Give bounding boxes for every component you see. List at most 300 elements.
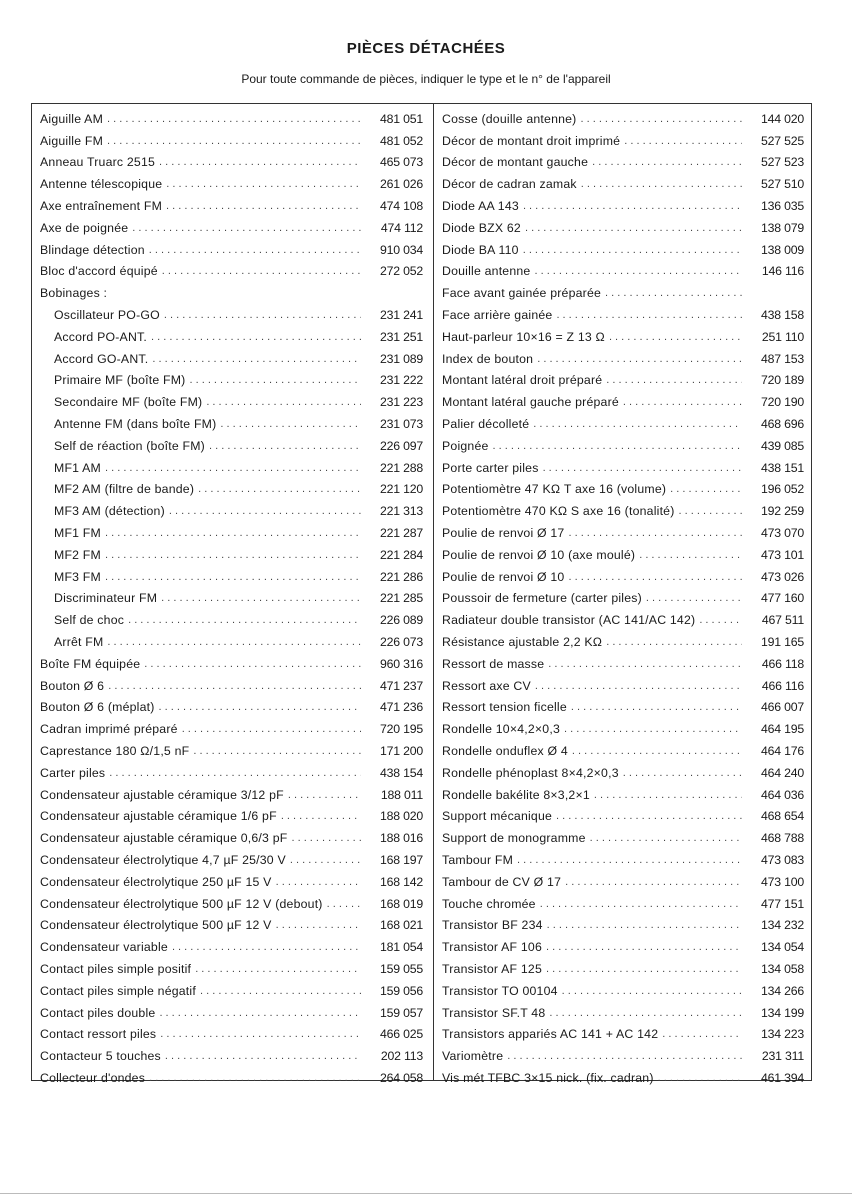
part-name: Ressort de masse (442, 656, 545, 671)
part-reference: 471 236 (379, 700, 423, 715)
part-name: Face avant gainée préparée (442, 286, 602, 301)
leader-dots (670, 483, 742, 495)
parts-row (40, 980, 423, 1002)
parts-row (442, 588, 804, 610)
parts-row (40, 304, 423, 326)
part-reference: 477 151 (760, 896, 804, 911)
part-name: Montant latéral droit préparé (442, 373, 603, 388)
parts-row (40, 718, 423, 740)
part-name: Blindage détection (40, 242, 145, 257)
leader-dots (594, 789, 742, 801)
parts-row (442, 609, 804, 631)
part-reference: 474 112 (380, 220, 423, 235)
part-reference: 439 085 (760, 438, 804, 453)
part-reference: 181 054 (379, 940, 423, 955)
leader-dots (198, 483, 361, 495)
parts-row (40, 217, 423, 239)
parts-row (40, 609, 423, 631)
part-reference: 226 089 (379, 613, 423, 628)
part-name: Potentiomètre 47 KΩ T axe 16 (volume) (442, 482, 667, 497)
leader-dots (609, 331, 742, 343)
parts-table (31, 103, 812, 1085)
part-name: Accord PO-ANT. (54, 329, 147, 344)
part-reference: 134 199 (760, 1005, 804, 1020)
part-reference: 231 222 (379, 373, 423, 388)
part-name: Support mécanique (442, 809, 553, 824)
part-name: Antenne FM (dans boîte FM) (54, 417, 217, 432)
parts-row (442, 304, 804, 326)
leader-dots (571, 701, 742, 713)
leader-dots (546, 941, 742, 953)
part-name: Condensateur ajustable céramique 0,6/3 pF (40, 831, 288, 846)
part-name: Transistor AF 125 (442, 961, 542, 976)
part-name: Condensateur électrolytique 500 µF 12 V (debout) (40, 896, 323, 911)
parts-row (442, 697, 804, 719)
part-name: Transistor TO 00104 (442, 983, 558, 998)
part-reference: 168 021 (379, 918, 423, 933)
part-name: Arrêt FM (54, 635, 104, 650)
part-name: Boîte FM équipée (40, 656, 141, 671)
parts-row (442, 893, 804, 915)
page-subtitle: Pour toute commande de pièces, indiquer le type et le n° de l'appareil (241, 72, 611, 86)
part-reference: 527 525 (760, 133, 804, 148)
part-reference: 231 089 (379, 351, 423, 366)
parts-row (442, 435, 804, 457)
parts-row (442, 413, 804, 435)
part-reference: 487 153 (760, 351, 804, 366)
part-reference: 171 200 (379, 744, 423, 758)
leader-dots (523, 200, 742, 212)
leader-dots (159, 156, 361, 168)
part-name: Rondelle onduflex Ø 4 (442, 744, 568, 758)
part-reference: 474 108 (379, 199, 423, 214)
parts-row (442, 282, 804, 304)
part-name: Montant latéral gauche préparé (442, 395, 619, 410)
part-name: Contact piles double (40, 1005, 156, 1020)
parts-row (40, 784, 423, 806)
parts-row (442, 827, 804, 849)
part-reference: 466 116 (761, 678, 804, 693)
leader-dots (107, 135, 361, 147)
part-reference: 467 511 (761, 613, 804, 628)
part-name: Condensateur variable (40, 940, 168, 955)
page-bottom-edge (0, 1193, 852, 1194)
leader-dots (549, 1007, 742, 1019)
parts-row (442, 1067, 804, 1089)
parts-row (40, 958, 423, 980)
part-name: Diode AA 143 (442, 199, 519, 214)
parts-row (442, 500, 804, 522)
leader-dots (646, 592, 742, 604)
leader-dots (108, 680, 361, 692)
part-name: Tambour FM (442, 852, 514, 867)
leader-dots (144, 658, 361, 670)
parts-row (442, 1023, 804, 1045)
parts-row (442, 871, 804, 893)
part-reference: 134 266 (760, 983, 804, 998)
part-reference: 191 165 (760, 635, 804, 650)
parts-row (442, 130, 804, 152)
parts-row (442, 457, 804, 479)
part-reference: 221 284 (379, 547, 423, 562)
part-name: Carter piles (40, 765, 106, 780)
part-name: Contact piles simple négatif (40, 983, 196, 998)
part-name: Face arrière gainée (442, 308, 553, 323)
leader-dots (624, 135, 742, 147)
part-reference: 473 101 (760, 547, 804, 562)
parts-row (40, 1023, 423, 1045)
leader-dots (109, 767, 361, 779)
leader-dots (658, 1072, 742, 1084)
leader-dots (162, 265, 361, 277)
part-reference: 138 079 (760, 220, 804, 235)
leader-dots (161, 592, 361, 604)
part-reference: 168 019 (379, 896, 423, 911)
leader-dots (535, 680, 742, 692)
leader-dots (281, 810, 361, 822)
part-name: Axe entraînement FM (40, 199, 163, 214)
leader-dots (639, 549, 742, 561)
part-reference: 468 696 (760, 417, 804, 432)
part-reference: 134 054 (760, 940, 804, 955)
parts-row (40, 806, 423, 828)
part-reference: 468 654 (760, 809, 804, 824)
parts-row (442, 566, 804, 588)
part-reference: 477 160 (760, 591, 804, 606)
leader-dots (195, 963, 361, 975)
parts-row (40, 1002, 423, 1024)
leader-dots (206, 396, 361, 408)
part-name: MF2 AM (filtre de bande) (54, 482, 195, 497)
part-name: Haut-parleur 10×16 = Z 13 Ω (442, 329, 605, 344)
parts-row (442, 936, 804, 958)
leader-dots (564, 723, 742, 735)
leader-dots (534, 265, 742, 277)
parts-row (40, 566, 423, 588)
parts-row (40, 108, 423, 130)
part-name: Cosse (douille antenne) (442, 111, 577, 126)
part-reference: 465 073 (379, 155, 423, 170)
leader-dots (540, 898, 742, 910)
part-reference: 468 788 (760, 831, 804, 846)
leader-dots (291, 832, 361, 844)
parts-row (40, 413, 423, 435)
part-reference: 720 195 (379, 722, 423, 737)
parts-row (442, 653, 804, 675)
leader-dots (580, 113, 742, 125)
part-name: Douille antenne (442, 264, 531, 279)
parts-row (442, 675, 804, 697)
parts-row (40, 871, 423, 893)
part-name: MF1 AM (54, 460, 101, 475)
leader-dots (556, 810, 742, 822)
parts-row (442, 1045, 804, 1067)
parts-row (40, 348, 423, 370)
parts-row (40, 130, 423, 152)
leader-dots (105, 462, 361, 474)
column-divider (433, 104, 434, 1080)
part-name: Axe de poignée (40, 220, 129, 235)
part-reference: 231 251 (379, 329, 423, 344)
leader-dots (572, 745, 742, 757)
leader-dots (623, 767, 742, 779)
leader-dots (149, 1072, 361, 1084)
part-reference: 231 223 (379, 395, 423, 410)
parts-row (40, 762, 423, 784)
part-name: Poulie de renvoi Ø 17 (442, 526, 565, 541)
part-name: Décor de montant gauche (442, 155, 589, 170)
part-name: Primaire MF (boîte FM) (54, 373, 186, 388)
part-name: Touche chromée (442, 896, 536, 911)
leader-dots (107, 113, 361, 125)
part-name: Décor de montant droit imprimé (442, 133, 621, 148)
leader-dots (679, 505, 742, 517)
part-reference: 481 051 (379, 111, 423, 126)
part-reference: 188 016 (379, 831, 423, 846)
part-name: Support de monogramme (442, 831, 586, 846)
parts-row (442, 914, 804, 936)
part-reference: 461 394 (760, 1070, 804, 1085)
leader-dots (547, 919, 742, 931)
leader-dots (276, 919, 361, 931)
parts-row (442, 348, 804, 370)
parts-row (442, 849, 804, 871)
part-name: Radiateur double transistor (AC 141/AC 142) (442, 613, 696, 628)
leader-dots (546, 963, 742, 975)
part-name: Accord GO-ANT. (54, 351, 149, 366)
leader-dots (160, 1028, 361, 1040)
part-reference: 136 035 (760, 199, 804, 214)
parts-row (442, 370, 804, 392)
part-name: Résistance ajustable 2,2 KΩ (442, 635, 603, 650)
parts-row (40, 195, 423, 217)
parts-row (442, 784, 804, 806)
part-reference: 159 055 (379, 961, 423, 976)
part-reference: 720 189 (760, 373, 804, 388)
parts-row (40, 500, 423, 522)
leader-dots (159, 701, 361, 713)
part-reference: 231 311 (761, 1049, 804, 1064)
part-name: Contact ressort piles (40, 1027, 157, 1042)
part-name: Aiguille AM (40, 111, 104, 126)
part-name: Condensateur ajustable céramique 1/6 pF (40, 809, 277, 824)
leader-dots (200, 985, 361, 997)
leader-dots (105, 549, 361, 561)
part-name: Diode BA 110 (442, 242, 519, 257)
parts-row (40, 479, 423, 501)
part-name: Self de réaction (boîte FM) (54, 438, 205, 453)
leader-dots (533, 418, 742, 430)
leader-dots (151, 331, 361, 343)
part-reference: 527 523 (760, 155, 804, 170)
part-name: Condensateur électrolytique 4,7 µF 25/30 V (40, 852, 286, 867)
parts-row (40, 391, 423, 413)
parts-row (442, 195, 804, 217)
part-name: Collecteur d'ondes (40, 1070, 146, 1085)
part-reference: 466 118 (761, 656, 804, 671)
leader-dots (699, 614, 742, 626)
part-reference: 146 116 (761, 264, 804, 279)
part-name: Condensateur électrolytique 500 µF 12 V (40, 918, 272, 933)
parts-row (40, 893, 423, 915)
part-name: Palier décolleté (442, 417, 530, 432)
leader-dots (327, 898, 361, 910)
leader-dots (523, 244, 742, 256)
part-name: Bloc d'accord équipé (40, 264, 158, 279)
parts-row (40, 457, 423, 479)
leader-dots (105, 571, 361, 583)
parts-row (40, 152, 423, 174)
part-name: Condensateur électrolytique 250 µF 15 V (40, 874, 272, 889)
part-name: Oscillateur PO-GO (54, 308, 160, 323)
part-reference: 188 011 (380, 787, 423, 802)
leader-dots (581, 178, 742, 190)
part-reference: 226 073 (379, 635, 423, 650)
part-reference: 473 070 (760, 526, 804, 541)
parts-row (40, 675, 423, 697)
part-reference: 438 154 (379, 765, 423, 780)
leader-dots (105, 527, 361, 539)
part-reference: 464 176 (760, 744, 804, 758)
part-reference: 720 190 (760, 395, 804, 410)
leader-dots (166, 200, 361, 212)
part-reference: 221 287 (379, 526, 423, 541)
part-reference: 221 286 (379, 569, 423, 584)
leader-dots (220, 418, 361, 430)
part-name: Aiguille FM (40, 133, 104, 148)
part-reference: 144 020 (760, 111, 804, 126)
leader-dots (290, 854, 361, 866)
part-reference: 264 058 (379, 1070, 423, 1085)
part-reference: 473 083 (760, 852, 804, 867)
parts-row (40, 1045, 423, 1067)
part-name: Caprestance 180 Ω/1,5 nF (40, 744, 190, 758)
part-name: Self de choc (54, 613, 125, 628)
part-name: Bouton Ø 6 (méplat) (40, 700, 155, 715)
parts-row (442, 152, 804, 174)
part-name: Porte carter piles (442, 460, 539, 475)
part-reference: 464 240 (760, 765, 804, 780)
leader-dots (568, 527, 742, 539)
leader-dots (507, 1050, 742, 1062)
parts-row (442, 391, 804, 413)
parts-row (442, 544, 804, 566)
leader-dots (562, 985, 742, 997)
part-name: Anneau Truarc 2515 (40, 155, 156, 170)
parts-column-left (40, 108, 423, 1089)
part-reference: 471 237 (379, 678, 423, 693)
parts-row (40, 631, 423, 653)
leader-dots (164, 309, 361, 321)
leader-dots (525, 222, 742, 234)
part-name: MF1 FM (54, 526, 101, 541)
part-reference: 192 259 (760, 504, 804, 519)
parts-row (40, 326, 423, 348)
part-name: MF2 FM (54, 547, 101, 562)
part-name: Transistor BF 234 (442, 918, 543, 933)
part-name: Discriminateur FM (54, 591, 158, 606)
part-name: Diode BZX 62 (442, 220, 521, 235)
part-name: Contacteur 5 touches (40, 1049, 161, 1064)
leader-dots (662, 1028, 742, 1040)
part-name: Transistor AF 106 (442, 940, 542, 955)
part-reference: 221 313 (379, 504, 423, 519)
part-name: Condensateur ajustable céramique 3/12 pF (40, 787, 284, 802)
leader-dots (165, 1050, 361, 1062)
leader-dots (517, 854, 742, 866)
parts-row (442, 173, 804, 195)
part-name: Transistor SF.T 48 (442, 1005, 546, 1020)
parts-row (40, 544, 423, 566)
part-reference: 466 007 (760, 700, 804, 715)
part-name: Poussoir de fermeture (carter piles) (442, 591, 642, 606)
part-name: Index de bouton (442, 351, 534, 366)
part-reference: 221 288 (379, 460, 423, 475)
part-reference: 251 110 (761, 329, 804, 344)
parts-row (40, 522, 423, 544)
leader-dots (182, 723, 361, 735)
part-reference: 168 197 (379, 852, 423, 867)
parts-row (442, 718, 804, 740)
parts-row (442, 806, 804, 828)
part-reference: 231 241 (379, 308, 423, 323)
parts-row (40, 261, 423, 283)
part-name: Bouton Ø 6 (40, 678, 105, 693)
leader-dots (537, 353, 742, 365)
parts-row (40, 588, 423, 610)
part-reference: 221 120 (379, 482, 423, 497)
parts-row (40, 173, 423, 195)
leader-dots (548, 658, 742, 670)
leader-dots (132, 222, 361, 234)
leader-dots (128, 614, 361, 626)
part-name: Rondelle 10×4,2×0,3 (442, 722, 560, 737)
part-name: Ressort tension ficelle (442, 700, 567, 715)
leader-dots (189, 374, 361, 386)
part-reference: 960 316 (379, 656, 423, 671)
part-reference: 481 052 (379, 133, 423, 148)
part-reference: 138 009 (760, 242, 804, 257)
parts-row (40, 435, 423, 457)
leader-dots (193, 745, 361, 757)
leader-dots (605, 287, 742, 299)
part-name: Secondaire MF (boîte FM) (54, 395, 203, 410)
leader-dots (543, 462, 742, 474)
leader-dots (565, 876, 742, 888)
parts-row (442, 217, 804, 239)
part-name: Décor de cadran zamak (442, 177, 577, 192)
leader-dots (606, 374, 742, 386)
parts-row (442, 1002, 804, 1024)
parts-row (442, 631, 804, 653)
part-reference: 226 097 (379, 438, 423, 453)
leader-dots (169, 505, 361, 517)
parts-row (40, 653, 423, 675)
leader-dots (623, 396, 742, 408)
parts-row (40, 370, 423, 392)
parts-row (442, 239, 804, 261)
leader-dots (276, 876, 361, 888)
part-name: Ressort axe CV (442, 678, 531, 693)
leader-dots (159, 1007, 361, 1019)
part-reference: 272 052 (379, 264, 423, 279)
part-reference: 159 057 (379, 1005, 423, 1020)
part-name: Bobinages : (40, 286, 108, 301)
parts-row (40, 936, 423, 958)
leader-dots (172, 941, 361, 953)
parts-row (442, 261, 804, 283)
part-name: Poulie de renvoi Ø 10 (442, 569, 565, 584)
